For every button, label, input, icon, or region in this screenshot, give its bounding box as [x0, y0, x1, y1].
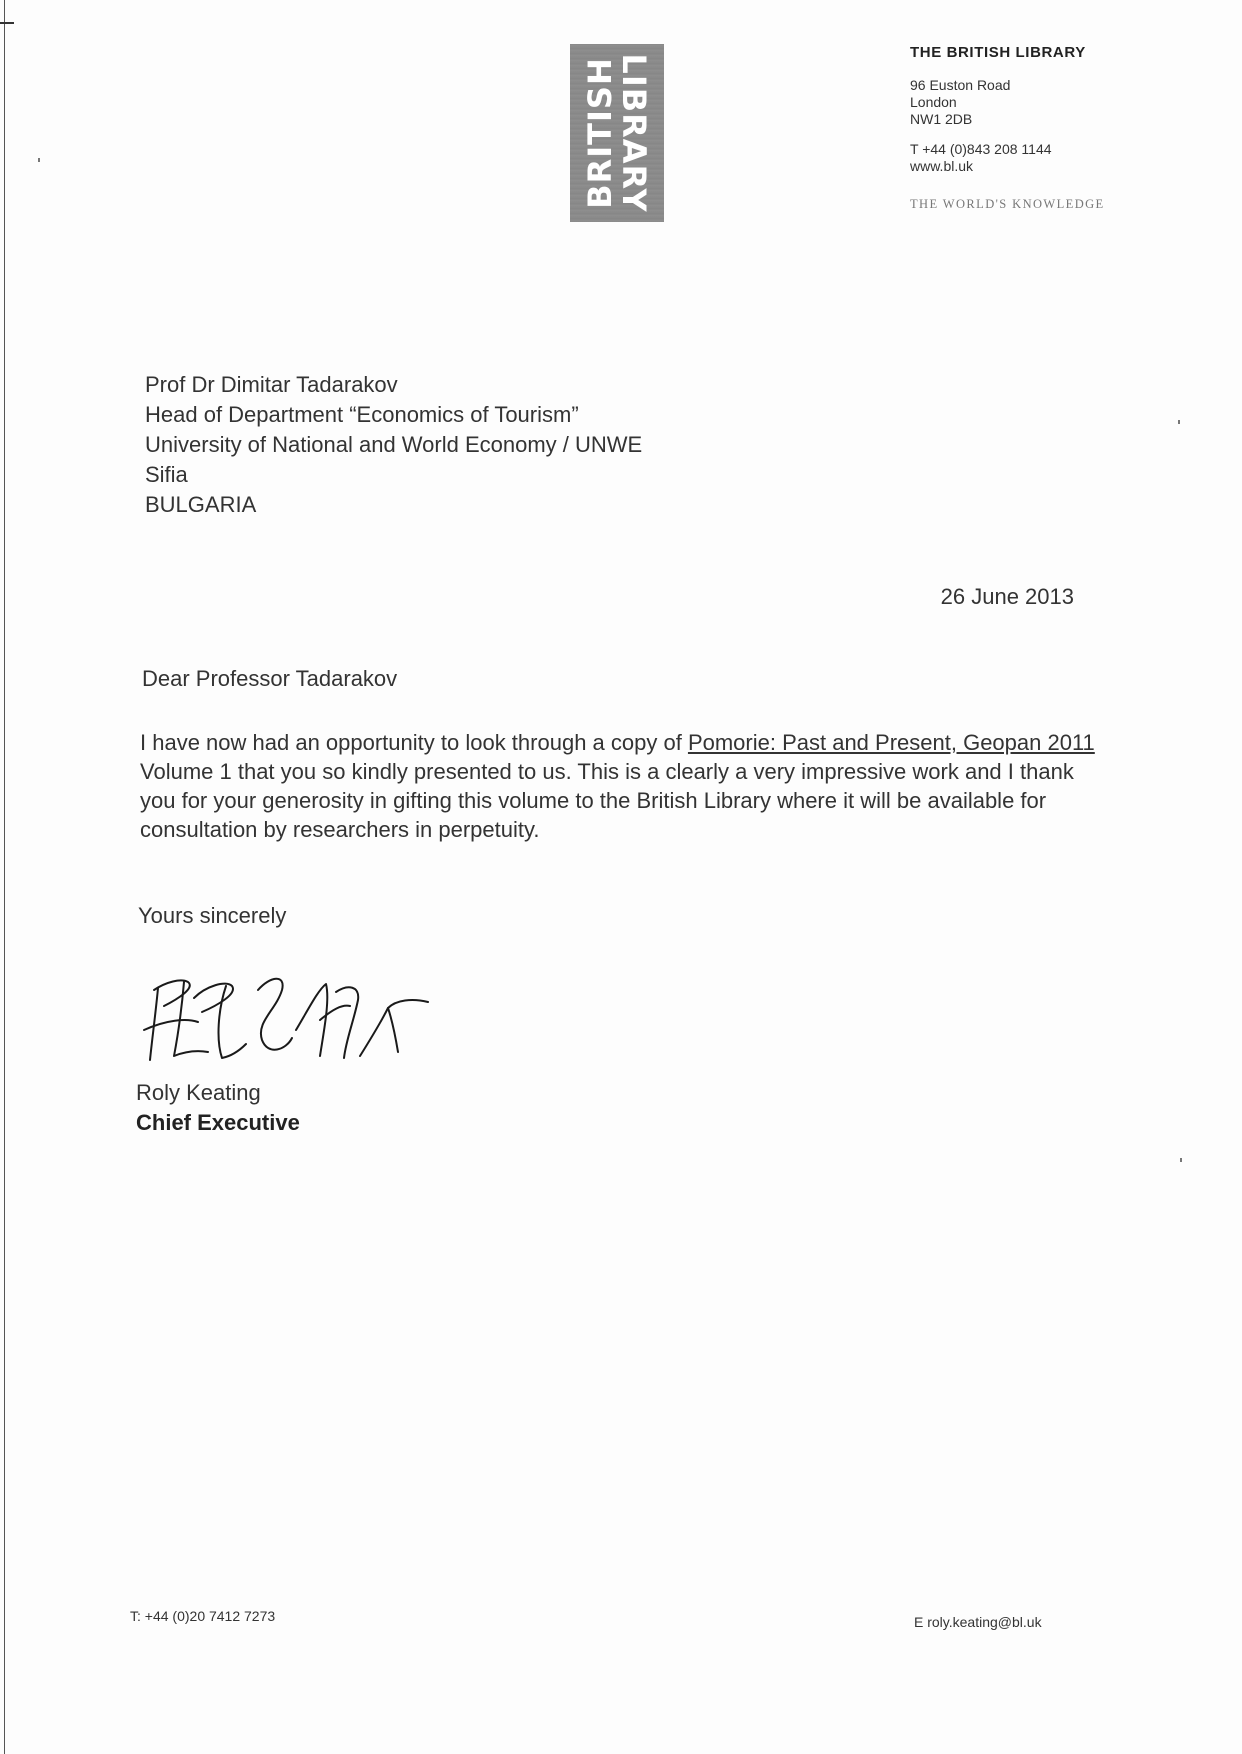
letter-date: 26 June 2013 — [940, 584, 1074, 609]
address-line: London — [910, 94, 957, 110]
recipient-line: University of National and World Economy / UNWE — [145, 432, 643, 457]
organization-tagline: THE WORLD'S KNOWLEDGE — [910, 197, 1105, 211]
scan-speck — [1178, 420, 1180, 424]
scan-edge-line — [4, 0, 5, 1754]
handwritten-signature — [136, 960, 436, 1070]
body-text-intro: I have now had an opportunity to look through a copy of — [140, 730, 688, 755]
logo-wordmark — [583, 48, 651, 218]
organization-name: THE BRITISH LIBRARY — [910, 44, 1086, 61]
letterhead — [910, 44, 1160, 212]
address-line: NW1 2DB — [910, 111, 973, 127]
footer-phone: T: +44 (0)20 7412 7273 — [130, 1608, 276, 1624]
recipient-line: Sifia — [145, 462, 188, 487]
book-title: Pomorie: Past and Present, Geopan 2011 — [687, 730, 1095, 755]
letter-body — [140, 728, 1100, 844]
closing: Yours sincerely — [138, 903, 287, 928]
organization-contact — [910, 141, 1160, 175]
recipient-line: Prof Dr Dimitar Tadarakov — [145, 372, 398, 397]
british-library-logo — [570, 44, 664, 222]
organization-website: www.bl.uk — [910, 158, 974, 174]
logo-line-british: BRITISH — [581, 57, 619, 209]
organization-phone: T +44 (0)843 208 1144 — [910, 141, 1052, 157]
salutation: Dear Professor Tadarakov — [142, 666, 398, 691]
footer-email: E roly.keating@bl.uk — [914, 1614, 1042, 1630]
body-text-rest: Volume 1 that you so kindly presented to us. This is a clearly a very impressive work and I thank you for your generosity in gifting this volume to the British Library where it will be available for consultation by researchers in perpetuity. — [140, 759, 1074, 842]
recipient-line: Head of Department “Economics of Tourism” — [145, 402, 579, 427]
recipient-address — [145, 370, 642, 520]
signer-name: Roly Keating — [136, 1080, 261, 1105]
scan-speck — [38, 158, 40, 162]
logo-line-library: LIBRARY — [615, 53, 653, 213]
organization-address — [910, 77, 1160, 128]
scan-edge-tick — [0, 22, 14, 24]
scan-speck — [1180, 1158, 1182, 1162]
address-line: 96 Euston Road — [910, 77, 1011, 93]
signer-title: Chief Executive — [136, 1110, 300, 1135]
recipient-line: BULGARIA — [145, 492, 257, 517]
